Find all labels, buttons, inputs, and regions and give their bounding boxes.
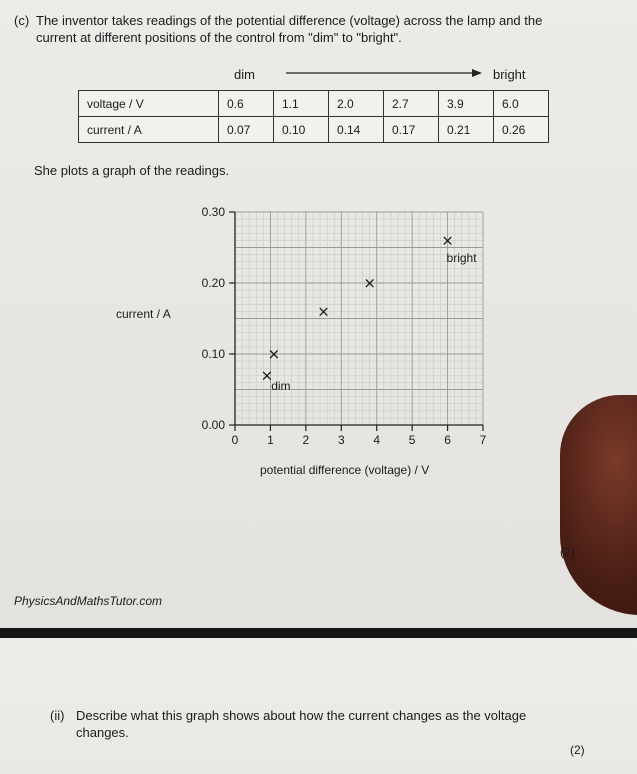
plot-intro-text: She plots a graph of the readings. (34, 163, 230, 178)
x-tick-labels (232, 425, 487, 447)
table-cell: 0.26 (494, 117, 549, 143)
data-point-cross: × (260, 366, 274, 385)
table-cell: 0.21 (439, 117, 494, 143)
x-tick-label: 0 (231, 433, 239, 447)
data-point-cross: × (267, 345, 281, 363)
question-ii-text: Describe what this graph shows about how the current changes as the voltage changes. (76, 708, 527, 740)
x-tick-label: 4 (373, 433, 381, 447)
table-cell: 0.07 (219, 117, 274, 143)
x-tick-label: 6 (444, 433, 451, 447)
y-axis-label: current / A (116, 307, 171, 321)
data-point-cross: × (317, 302, 330, 321)
exam-page-bottom (0, 638, 637, 774)
y-tick-label: 0.10 (201, 347, 225, 361)
annotation-label: bright (446, 251, 477, 266)
question-c-text: The inventor takes readings of the potential difference (voltage) across the lamp and the current at different positions of the control from "dim" to "bright". (36, 13, 543, 45)
question-c-label: (c) (14, 13, 30, 28)
row-header-current: current / A (79, 117, 219, 143)
table-cell: 6.0 (494, 91, 549, 117)
y-tick-label: 0.00 (201, 418, 225, 432)
x-tick-label: 5 (408, 433, 416, 447)
table-cell: 0.14 (329, 117, 384, 143)
annotation-label: dim (271, 378, 291, 393)
marks-ii: (2) (570, 743, 585, 757)
table-cell: 3.9 (439, 91, 494, 117)
table-cell: 1.1 (274, 91, 329, 117)
table-cell: 0.10 (274, 117, 329, 143)
page-divider-band (0, 628, 637, 638)
row-header-voltage: voltage / V (79, 91, 219, 117)
x-tick-label: 2 (302, 433, 310, 447)
table-cell: 0.17 (384, 117, 439, 143)
question-ii-label: (ii) (50, 708, 65, 723)
x-tick-label: 7 (479, 433, 487, 447)
direction-bright-label: bright (493, 67, 526, 82)
direction-dim-label: dim (234, 67, 255, 82)
x-tick-label: 1 (267, 433, 274, 447)
footer-watermark: PhysicsAndMathsTutor.com (14, 594, 163, 608)
table-cell: 2.7 (384, 91, 439, 117)
data-point-cross: × (363, 274, 376, 292)
x-tick-label: 3 (337, 433, 345, 447)
y-tick-label: 0.30 (201, 205, 225, 219)
table-cell: 2.0 (329, 91, 384, 117)
annotations (271, 251, 477, 393)
y-tick-labels (202, 205, 235, 432)
marks-c: (2) (560, 545, 575, 559)
table-cell: 0.6 (219, 91, 274, 117)
x-axis-label: potential difference (voltage) / V (260, 463, 430, 477)
y-tick-label: 0.20 (201, 276, 225, 290)
data-point-cross: × (441, 231, 454, 250)
